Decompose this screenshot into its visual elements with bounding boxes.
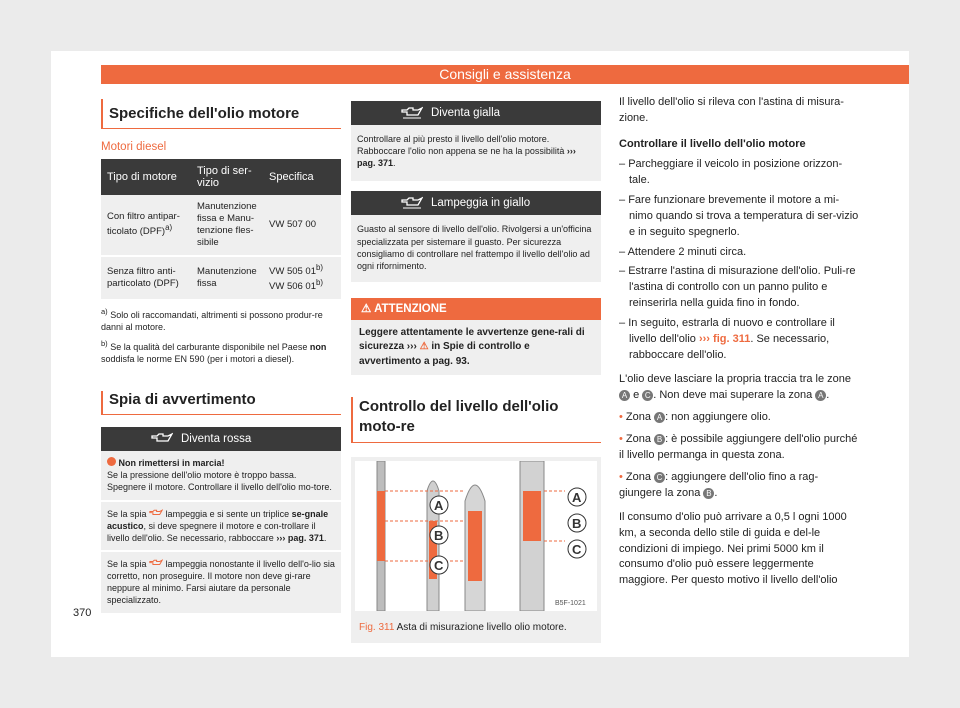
figure-code: B5F-1021 (555, 600, 586, 608)
procedure-heading: Controllare il livello dell'olio motore (619, 137, 806, 150)
list-item: – Parcheggiare il veicolo in posizione orizzon-tale. (619, 157, 843, 186)
column-left (101, 51, 341, 615)
yellow-box: Controllare al più presto il livello dell'olio motore. Rabboccare l'olio non appena se ne ha la possibilità ››› pag. 371. (351, 125, 601, 183)
red-box-2: Se la spia lampeggia e si sente un triplice se-gnale acustico, si deve spegnere il motore e con-trollare il livello dell'olio. Se necessario, rabboccare ››› pag. 371. (101, 502, 341, 552)
cell: Con filtro antipar-ticolato (DPF) (107, 211, 180, 238)
figure-label-a: A (434, 498, 444, 514)
figure-ref-link[interactable]: ››› fig. 311 (698, 333, 751, 346)
oil-level-icon (401, 106, 423, 119)
stop-icon (107, 457, 116, 466)
list-item: • Zona C : aggiungere dell'olio fino a rag-giungere la zona B . (619, 470, 819, 499)
warning-title: ATTENZIONE (374, 302, 447, 315)
dipstick-illustration (355, 461, 597, 611)
cell: Manutenzione fissa (191, 256, 263, 300)
table-row (101, 256, 341, 300)
cell: Manutenzione fissa e Manu-tenzione fles-sibile (191, 195, 263, 256)
cell: VW 506 01 (269, 280, 316, 292)
consumption-text: Il consumo d'olio può arrivare a 0,5 l ogni 1000 km, a seconda dello stile di guida e del-le condizioni di impiego. Nei primi 5000 km il consumo d'olio può essere leggermente maggiore. Per questo motivo il livello dell'olio (619, 510, 847, 587)
list-item: – Estrarre l'astina di misurazione dell'olio. Puli-re l'astina di controllo con un panno pulito e reinserirla nella guida fino in fondo. (619, 265, 856, 310)
section-title-warning-light: Spia di avvertimento (101, 391, 341, 415)
cell: VW 505 01 (269, 265, 316, 277)
page-number: 370 (73, 607, 92, 619)
figure-label-b: B (434, 528, 444, 544)
list-item: – Fare funzionare brevemente il motore a mi-nimo quando si trova a temperatura di ser-vizio e in seguito spegnerlo. (619, 193, 859, 238)
oil-sensor-icon (401, 196, 423, 209)
th-engine: Tipo di motore (101, 159, 191, 195)
footnote-mark: b) (316, 277, 324, 287)
zone-c-badge: C (642, 390, 653, 401)
figure-caption: Fig. 311 Asta di misurazione livello olio motore. (359, 622, 567, 634)
footnote-mark: a) (165, 223, 173, 233)
column-right (619, 95, 861, 589)
page-ref-link[interactable]: ››› pag. 371 (357, 146, 576, 169)
section-title-oil-check: Controllo del livello dell'olio moto-re (351, 397, 601, 443)
footnote-mark: b) (316, 262, 324, 272)
table-row (101, 195, 341, 256)
yellow-bar (351, 101, 601, 125)
page-header: Consigli e assistenza (101, 65, 909, 84)
blink-bar-label: Lampeggia in giallo (431, 197, 531, 210)
figure-label-b: B (572, 516, 582, 532)
yellow-bar-label: Diventa gialla (431, 107, 501, 119)
trace-text: L'olio deve lasciare la propria traccia tra le zone A e C . Non deve mai superare la zona A . (619, 373, 851, 401)
warning-box: ⚠ ATTENZIONE Leggere attentamente le avvertenze gene-rali di sicurezza ››› ⚠ in Spie di controllo e avvertimento a pag. 93. (351, 298, 601, 376)
oil-can-icon (151, 432, 173, 445)
warning-triangle-icon: ⚠ (361, 302, 372, 315)
th-service: Tipo di ser-vizio (191, 159, 263, 195)
th-spec: Specifica (263, 159, 341, 195)
list-item: • Zona B : è possibile aggiungere dell'olio purché il livello permanga in questa zona. (619, 432, 858, 461)
footnote-a: $^{a)}$ Solo oli raccomandati, altrimenti si possono produr-re danni al motore. (101, 306, 323, 332)
red-bar-label: Diventa rossa (181, 433, 252, 446)
cell: Senza filtro anti-particolato (DPF) (101, 256, 191, 300)
red-box-1: Non rimettersi in marcia! Se la pressione dell'olio motore è troppo bassa. Spegnere il motore. Controllare il livello dell'olio mo-tore. (101, 451, 341, 501)
warning-link[interactable]: in Spie di controllo e avvertimento a pag. 93. (359, 341, 530, 367)
oil-can-icon (149, 509, 163, 517)
warning-triangle-icon: ⚠ (419, 341, 429, 353)
section-title-oil-specs: Specifiche dell'olio motore (101, 99, 341, 129)
list-item: • Zona A : non aggiungere olio. (619, 410, 771, 423)
zone-a-badge: A (619, 390, 630, 401)
blink-bar (351, 191, 601, 215)
manual-page (51, 51, 909, 657)
red-box-3: Se la spia lampeggia nonostante il livello dell'o-lio sia corretto, non proseguire. Il motore non deve gi-rare neppure al minimo. Farsi aiutare da personale specializzato. (101, 552, 341, 615)
red-bar (101, 427, 341, 451)
figure-label-c: C (434, 558, 444, 574)
figure-label-a: A (572, 490, 582, 506)
blink-box: Guasto al sensore di livello dell'olio. Rivolgersi a un'officina specializzata per sistemare il guasto. Per sicurezza consigliamo di controllare nel frattempo il livello dell'olio ad ogni rifornimento. (351, 215, 601, 284)
figure-label-c: C (572, 542, 582, 558)
list-item: – Attendere 2 minuti circa. (619, 245, 747, 258)
spec-table (101, 159, 341, 301)
column-middle (351, 101, 601, 643)
zone-a-badge: A (815, 390, 826, 401)
figure-dipstick (351, 457, 601, 643)
subtitle-diesel: Motori diesel (101, 141, 167, 153)
cell: VW 507 00 (263, 195, 341, 256)
intro-text: Il livello dell'olio si rileva con l'astina di misura-zione. (619, 96, 844, 124)
footnote-b: $^{b)}$ Se la qualità del carburante disponibile nel Paese non soddisfa le norme EN 590 (per i motori a diesel). (101, 338, 327, 364)
oil-can-icon (149, 559, 163, 567)
list-item: – In seguito, estrarla di nuovo e controllare il livello dell'olio ››› fig. 311. Se necessario, rabboccare dell'olio. (619, 317, 835, 362)
page-ref-link[interactable]: ››› pag. 371 (276, 532, 324, 543)
